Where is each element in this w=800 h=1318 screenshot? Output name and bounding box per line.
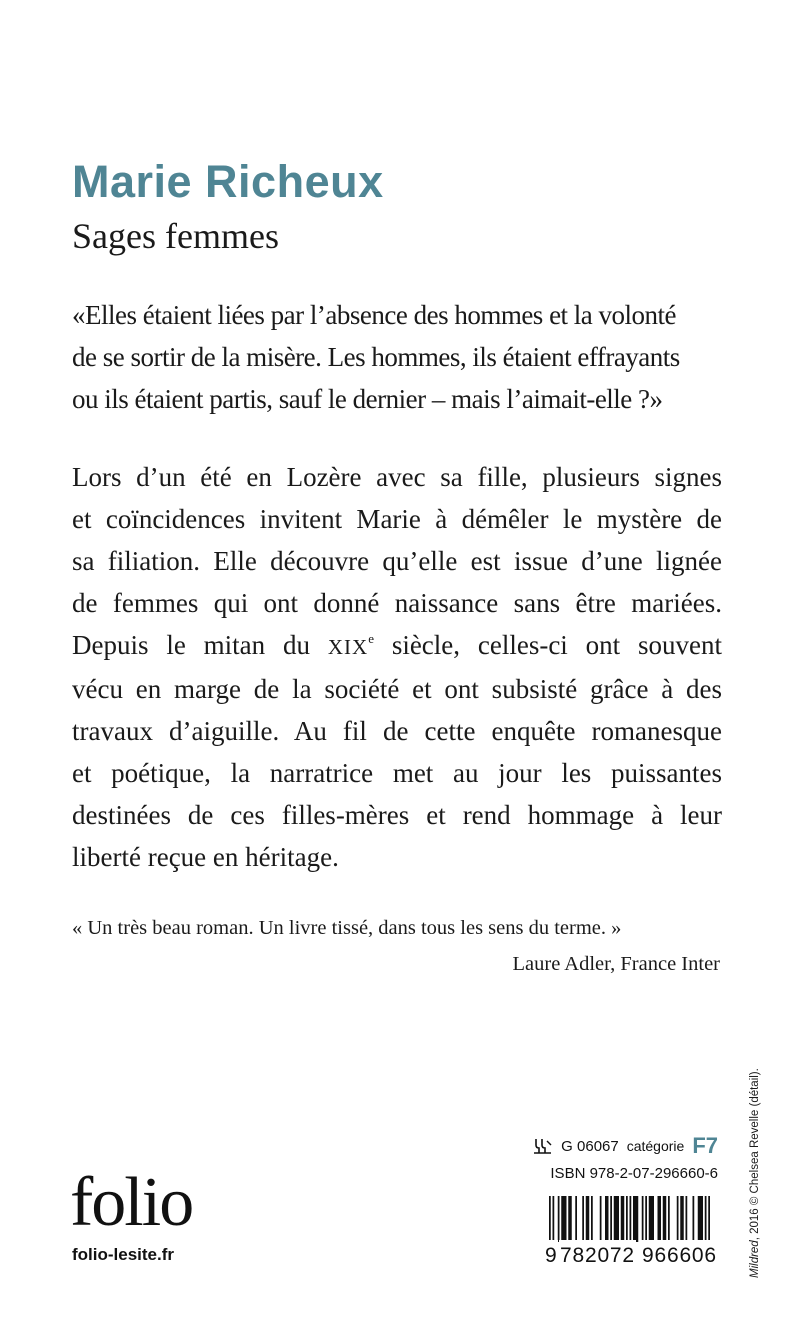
barcode-bar [605, 1196, 609, 1242]
barcode-bar [575, 1196, 577, 1242]
book-summary [72, 456, 722, 878]
century-numeral: XIX [327, 635, 369, 659]
barcode-bar [610, 1196, 612, 1242]
barcode-bar [658, 1196, 662, 1242]
summary-line: de femmes qui ont donné naissance sans être mariées. [72, 588, 722, 618]
quote-line: de se sortir de la misère. Les hommes, ils étaient effrayants [72, 342, 680, 372]
barcode-bar [642, 1196, 644, 1242]
summary-line: liberté reçue en héritage. [72, 842, 339, 872]
barcode-bar [663, 1196, 667, 1242]
summary-line: et poétique, la narratrice met au jour les puissantes [72, 758, 722, 788]
quote-line: ou ils étaient partis, sauf le dernier – mais l’aimait-elle ?» [72, 384, 663, 414]
barcode-bar [649, 1196, 654, 1242]
epigraph-quote [72, 294, 732, 420]
isbn-text: ISBN 978-2-07-296660-6 [550, 1165, 718, 1182]
century-superscript: e [368, 631, 374, 646]
barcode-bar [677, 1196, 679, 1242]
barcode-bar [693, 1196, 695, 1242]
barcode-bar [586, 1196, 590, 1242]
cover-credit [748, 1068, 762, 1278]
summary-text: Depuis le mitan du [72, 630, 328, 660]
summary-text: siècle, celles-ci ont souvent [373, 630, 722, 660]
press-quote: « Un très beau roman. Un livre tissé, dans tous les sens du terme. » [72, 917, 622, 939]
barcode-bar [591, 1196, 593, 1242]
barcode-bar [686, 1196, 688, 1242]
author-name: Marie Richeux [72, 156, 384, 207]
catalog-code: G 06067 [561, 1137, 619, 1155]
summary-line: Lors d’un été en Lozère avec sa fille, plusieurs signes [72, 462, 722, 492]
folio-logo: folio [70, 1164, 193, 1241]
press-source: Laure Adler, France Inter [512, 953, 720, 975]
barcode-lead-digit: 9 [544, 1240, 558, 1272]
summary-line: vécu en marge de la société et ont subsisté grâce à des [72, 674, 722, 704]
artwork-credit: , 2016 © Chelsea Revelle (détail). [749, 1068, 761, 1241]
barcode-bar [582, 1196, 584, 1242]
category-label: catégorie [626, 1138, 685, 1154]
summary-line: et coïncidences invitent Marie à démêler le mystère de [72, 504, 722, 534]
barcode-bar [680, 1196, 684, 1242]
barcode-group: 782072 [559, 1240, 636, 1272]
artwork-title: Mildred [749, 1240, 761, 1278]
barcode-bar [568, 1196, 572, 1242]
summary-line: travaux d’aiguille. Au fil de cette enquête romanesque [72, 716, 722, 746]
publisher-website: folio-lesite.fr [72, 1245, 175, 1264]
barcode-bar [614, 1196, 619, 1242]
publisher-mark-icon [533, 1137, 553, 1155]
barcode-bar [558, 1196, 560, 1242]
summary-line: destinées de ces filles-mères et rend hommage à leur [72, 800, 722, 830]
barcode-bar [621, 1196, 625, 1242]
barcode-group: 966606 [641, 1240, 718, 1272]
summary-line [72, 624, 722, 668]
category-badge: F7 [692, 1133, 718, 1158]
barcode-bar [561, 1196, 566, 1242]
barcode-bar [633, 1196, 638, 1242]
barcode-bar [600, 1196, 602, 1242]
barcode-digits [545, 1240, 719, 1272]
catalog-code-row [533, 1132, 718, 1160]
summary-line: sa filiation. Elle découvre qu’elle est issue d’une lignée [72, 546, 722, 576]
barcode-bar [645, 1196, 647, 1242]
book-title: Sages femmes [72, 216, 279, 256]
quote-line: «Elles étaient liées par l’absence des hommes et la volonté [72, 300, 677, 330]
barcode-bar [668, 1196, 670, 1242]
barcode-bar [698, 1196, 703, 1242]
